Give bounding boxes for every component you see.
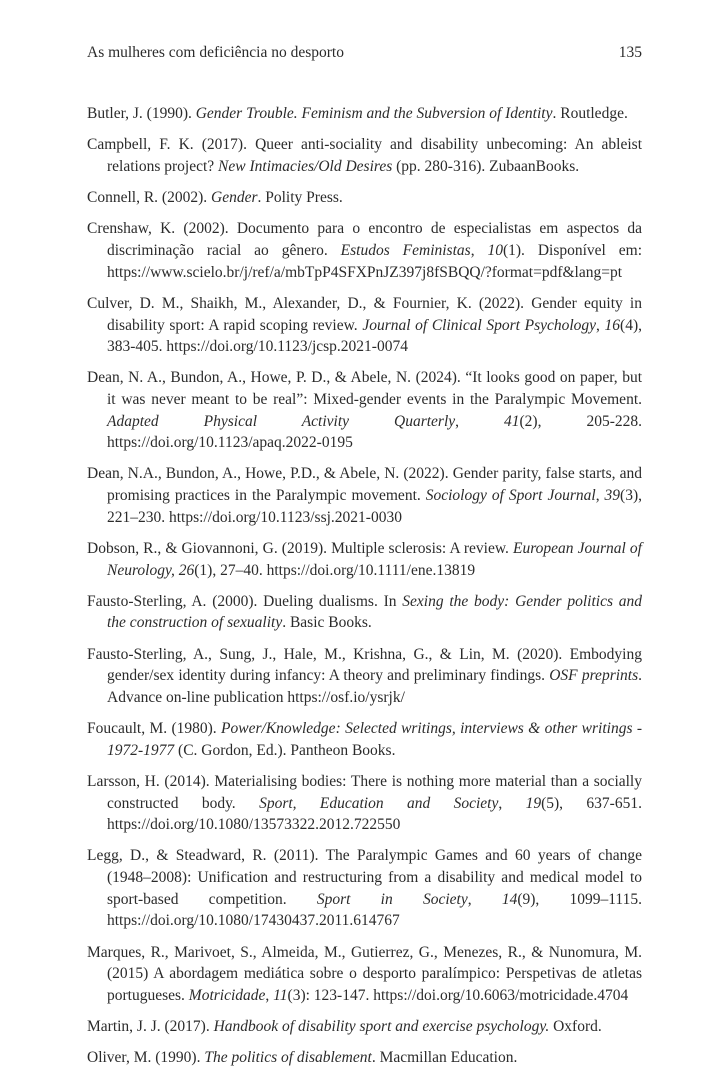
reference-text: (pp. 280-316). ZubaanBooks.	[392, 157, 580, 175]
reference-text: ,	[595, 487, 605, 505]
reference-text: Dean, N. A., Bundon, A., Howe, P. D., & Abele, N. (2024). “It looks good on paper, but it was never meant to be real”: Mixed-gender events in the Paralympic Movement.	[87, 369, 642, 408]
reference-italic-text: Sport in Society	[316, 890, 468, 908]
reference-entry	[87, 134, 642, 177]
reference-text: . Macmillan Education.	[371, 1049, 518, 1067]
reference-text: Campbell, F. K. (2017). Queer anti-sociality and disability unbecoming: An ableist relations project?	[87, 136, 642, 175]
reference-italic-text: Sociology of Sport Journal	[425, 487, 596, 505]
reference-entry	[87, 187, 642, 209]
reference-text: Dean, N.A., Bundon, A., Howe, P.D., & Abele, N. (2022). Gender parity, false starts, and promising practices in the Paralympic movement.	[87, 465, 642, 505]
reference-entry	[87, 463, 642, 528]
reference-text: ,	[596, 316, 605, 334]
reference-text: Marques, R., Marivoet, S., Almeida, M., Gutierrez, G., Menezes, R., & Nunomura, M. (2015) A abordagem mediática sobre o desporto paralímpico: Perspetivas de atletas portugueses.	[87, 943, 642, 1004]
reference-entry	[87, 845, 642, 931]
reference-text: Connell, R. (2002).	[87, 189, 211, 207]
reference-text: . Advance on-line publication https://osf.io/ysrjk/	[107, 667, 642, 706]
reference-text: Legg, D., & Steadward, R. (2011). The Paralympic Games and 60 years of change (1948–2008): Unification and restructuring from a disability and medical model to sport-based competition.	[87, 847, 642, 908]
reference-italic-text: 19	[525, 794, 542, 812]
reference-italic-text: The politics of disablement	[204, 1049, 372, 1067]
reference-italic-text: 11	[273, 986, 288, 1004]
reference-entry	[87, 538, 642, 581]
reference-text: ,	[470, 242, 488, 260]
reference-italic-text: Journal of Clinical Sport Psychology	[362, 316, 597, 334]
reference-italic-text: 10	[487, 242, 503, 260]
reference-entry	[87, 644, 642, 709]
reference-italic-text: 41	[504, 412, 520, 430]
reference-text: (1). Disponível em: https://www.scielo.br/j/ref/a/mbTpP4SFXPnJZ397j8fSBQQ/?format=pdf&lang=pt	[107, 242, 642, 281]
reference-text: ,	[467, 890, 502, 908]
reference-italic-text: Motricidade	[188, 986, 266, 1004]
reference-italic-text: 16	[604, 316, 621, 334]
reference-text: (3): 123-147. https://doi.org/10.6063/motricidade.4704	[287, 986, 629, 1004]
reference-text: Martin, J. J. (2017).	[87, 1018, 214, 1035]
reference-text: . Routledge.	[552, 105, 628, 122]
reference-text: Oxford.	[549, 1018, 602, 1035]
reference-text: Dobson, R., & Giovannoni, G. (2019). Multiple sclerosis: A review.	[87, 539, 513, 557]
reference-text: (2), 205-228. https://doi.org/10.1123/apaq.2022-0195	[107, 412, 642, 452]
reference-text: Fausto-Sterling, A. (2000). Dueling dualisms. In	[87, 592, 403, 610]
reference-entry	[87, 1047, 642, 1069]
reference-italic-text: Gender	[211, 189, 258, 207]
reference-entry	[87, 293, 642, 358]
reference-text: ,	[265, 986, 274, 1004]
running-header	[87, 44, 642, 62]
reference-italic-text: Sport, Education and Society	[259, 794, 499, 812]
reference-italic-text: Gender Trouble. Feminism and the Subversion of Identity	[195, 105, 553, 122]
reference-italic-text: OSF preprints	[549, 667, 639, 685]
reference-text: (5), 637-651. https://doi.org/10.1080/13573322.2012.722550	[107, 794, 642, 834]
reference-text: Butler, J. (1990).	[87, 105, 196, 122]
page-number: 135	[618, 44, 642, 61]
reference-entry	[87, 591, 642, 634]
reference-list	[87, 103, 642, 1079]
reference-italic-text: European Journal of Neurology, 26	[107, 539, 642, 579]
reference-text: Fausto-Sterling, A., Sung, J., Hale, M., Krishna, G., & Lin, M. (2020). Embodying gender/sex identity during infancy: A theory and preliminary findings.	[87, 645, 642, 685]
reference-italic-text: Adapted Physical Activity Quarterly	[107, 412, 456, 430]
reference-text: Larsson, H. (2014). Materialising bodies: There is nothing more material than a socially constructed body.	[87, 773, 642, 812]
reference-italic-text: Estudos Feministas	[340, 242, 471, 260]
reference-text: Foucault, M. (1980).	[87, 720, 222, 738]
reference-text: ,	[455, 412, 505, 430]
reference-text: (9), 1099–1115. https://doi.org/10.1080/17430437.2011.614767	[107, 890, 642, 930]
reference-entry	[87, 367, 642, 453]
reference-italic-text: 39	[604, 487, 621, 505]
reference-text: ,	[498, 794, 526, 812]
reference-entry	[87, 218, 642, 283]
reference-text: (3), 221–230. https://doi.org/10.1123/ssj.2021-0030	[107, 487, 642, 526]
reference-text: . Polity Press.	[257, 189, 343, 207]
reference-entry	[87, 718, 642, 761]
reference-italic-text: Power/Knowledge: Selected writings, interviews & other writings - 1972-1977	[107, 720, 642, 759]
reference-text: (1), 27–40. https://doi.org/10.1111/ene.13819	[194, 561, 476, 579]
reference-text: Culver, D. M., Shaikh, M., Alexander, D., & Fournier, K. (2022). Gender equity in disability sport: A rapid scoping review.	[87, 294, 642, 334]
reference-italic-text: New Intimacies/Old Desires	[218, 157, 393, 175]
reference-italic-text: 14	[501, 890, 518, 908]
reference-text: (C. Gordon, Ed.). Pantheon Books.	[174, 741, 396, 759]
reference-italic-text: Handbook of disability sport and exercise psychology.	[213, 1018, 550, 1035]
reference-text: Crenshaw, K. (2002). Documento para o encontro de especialistas em aspectos da discriminação racial ao gênero.	[87, 220, 642, 260]
reference-entry	[87, 103, 642, 125]
reference-text: . Basic Books.	[282, 614, 372, 632]
running-header-title: As mulheres com deficiência no desporto	[87, 44, 344, 61]
reference-italic-text: Sexing the body: Gender politics and the construction of sexuality	[107, 592, 643, 632]
reference-entry	[87, 1016, 642, 1038]
reference-text: Oliver, M. (1990).	[87, 1049, 205, 1067]
reference-text: (4), 383-405. https://doi.org/10.1123/jcsp.2021-0074	[107, 316, 642, 356]
reference-entry	[87, 771, 642, 836]
reference-entry	[87, 942, 642, 1007]
